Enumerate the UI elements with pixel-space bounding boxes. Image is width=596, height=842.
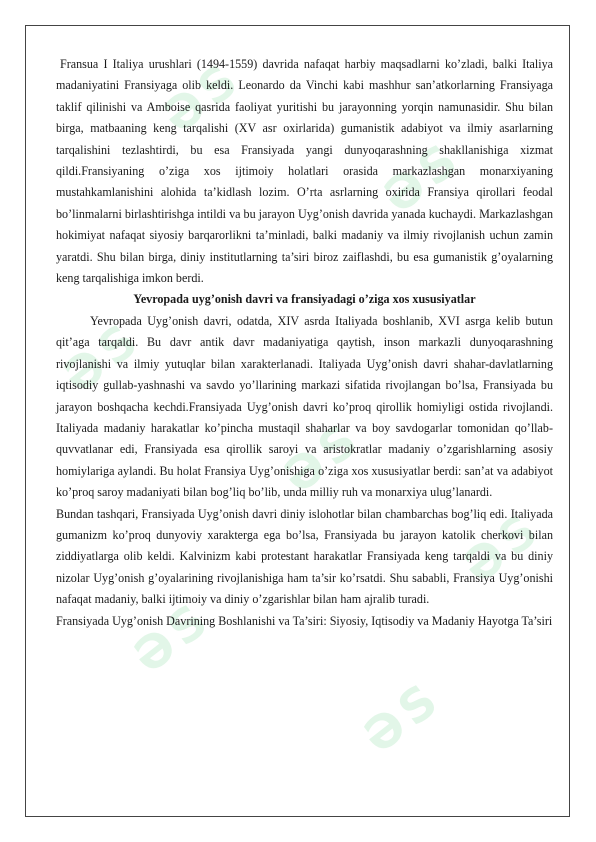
section-heading: Yevropada uyg’onish davri va fransiyadagi o’ziga xos xususiyatlar [133, 292, 476, 307]
watermark-logo: ƏS [452, 499, 552, 595]
watermark-logo: ƏS [122, 589, 222, 685]
watermark-logo: ƏS [152, 49, 252, 145]
paragraph-intro: Fransua I Italiya urushlari (1494-1559) davrida nafaqat harbiy maqsadlarni ko’zladi, balki Italiya madaniyatini Fransiyaga olib keldi. Leonardo da Vinchi kabi mashhur san’atkorlarning Fransiyaga taklif qilinishi va Amboise qasrida faoliyat yuritishi bu jarayonning yorqin namunasidir. Shu bilan birga, matbaaning keng tarqalishi (XV asr oxirlarida) gumanistik adabiyot va ilmiy asarlarning tarqalishini tezlashtirdi, bu esa Fransiyada yangi dunyoqarashning shakllanishiga xizmat qildi.Fransiyaning o’ziga xos ijtimoiy holatlari orasida markazlashgan monarxiyaning mustahkamlanishini alohida ta’kidlash lozim. O’rta asrlarning oxirida Fransiya qirollari feodal bo’linmalarni birlashtirishga intildi va bu jarayon Uyg’onish davrida yanada kuchaydi. Markazlashgan hokimiyat nafaqat siyosiy barqarorlikni ta’minladi, balki madaniy va ilmiy rivojlanish uchun zamin yaratdi. Shu bilan birga, diniy institutlarning ta’siri biroz zaiflashdi, bu esa gumanistik g’oyalarning keng tarqalishiga imkon berdi. [56, 57, 553, 286]
paragraph-renaissance-europe: Yevropada Uyg’onish davri, odatda, XIV asrda Italiyada boshlanib, XVI asrga kelib butun qit’aga tarqaldi. Bu davr antik davr madaniyatiga qaytish, inson markazli dunyoqarashning rivojlanishi va ilmiy yutuqlar bilan xarakterlanadi. Italiyada Uyg’onish davri shahar-davlatlarning iqtisodiy gullab-yashnashi va savdo yo’llarining markazi sifatida rivojlangan bo’lsa, Fransiyada bu jarayon boshqacha kechdi.Fransiyada Uyg’onish davri ko’proq qirollik homiyligi ostida rivojlandi. Italiyada madaniy harakatlar ko’pincha mustaqil shaharlar va boy savdogarlar tomonidan qo’llab-quvvatlanar edi, Fransiyada esa qirollik saroyi va aristokratlar madaniy o’zgarishlarning asosiy homiylariga aylandi. Bu holat Fransiya Uyg’onishiga o’ziga xos xususiyatlar berdi: san’at va adabiyot ko’proq saroy madaniyati bilan bog’liq bo’lib, unda milliy ruh va monarxiya ulug’lanardi. [56, 313, 553, 500]
watermark-logo: ƏS [352, 669, 452, 765]
paragraph-religious-reform: Bundan tashqari, Fransiyada Uyg’onish davri diniy islohotlar bilan chambarchas bog’liq edi. Italiyada gumanizm ko’proq dunyoviy xarakterga ega bo’lsa, Fransiyada bu jarayon katolik cherkovi bilan ziddiyatlarga olib keldi. Kalvinizm kabi protestant harakatlar Fransiyada keng tarqaldi va bu diniy nizolar Uyg’onish g’oyalarining rivojlanishiga ham ta’sir ko’rsatdi. Shu sababli, Fransiya Uyg’onishi nafaqat madaniy, balki ijtimoiy va diniy o’zgarishlar bilan ham ajralib turadi. [56, 506, 553, 607]
document-body [56, 54, 553, 632]
watermark-logo: ƏS [272, 409, 372, 505]
watermark-logo: ƏS [52, 309, 152, 405]
watermark-logo: ƏS [372, 129, 472, 225]
paragraph-subtopic-title: Fransiyada Uyg’onish Davrining Boshlanishi va Ta’siri: Siyosiy, Iqtisodiy va Madaniy Hayotga Ta’siri [56, 613, 553, 628]
